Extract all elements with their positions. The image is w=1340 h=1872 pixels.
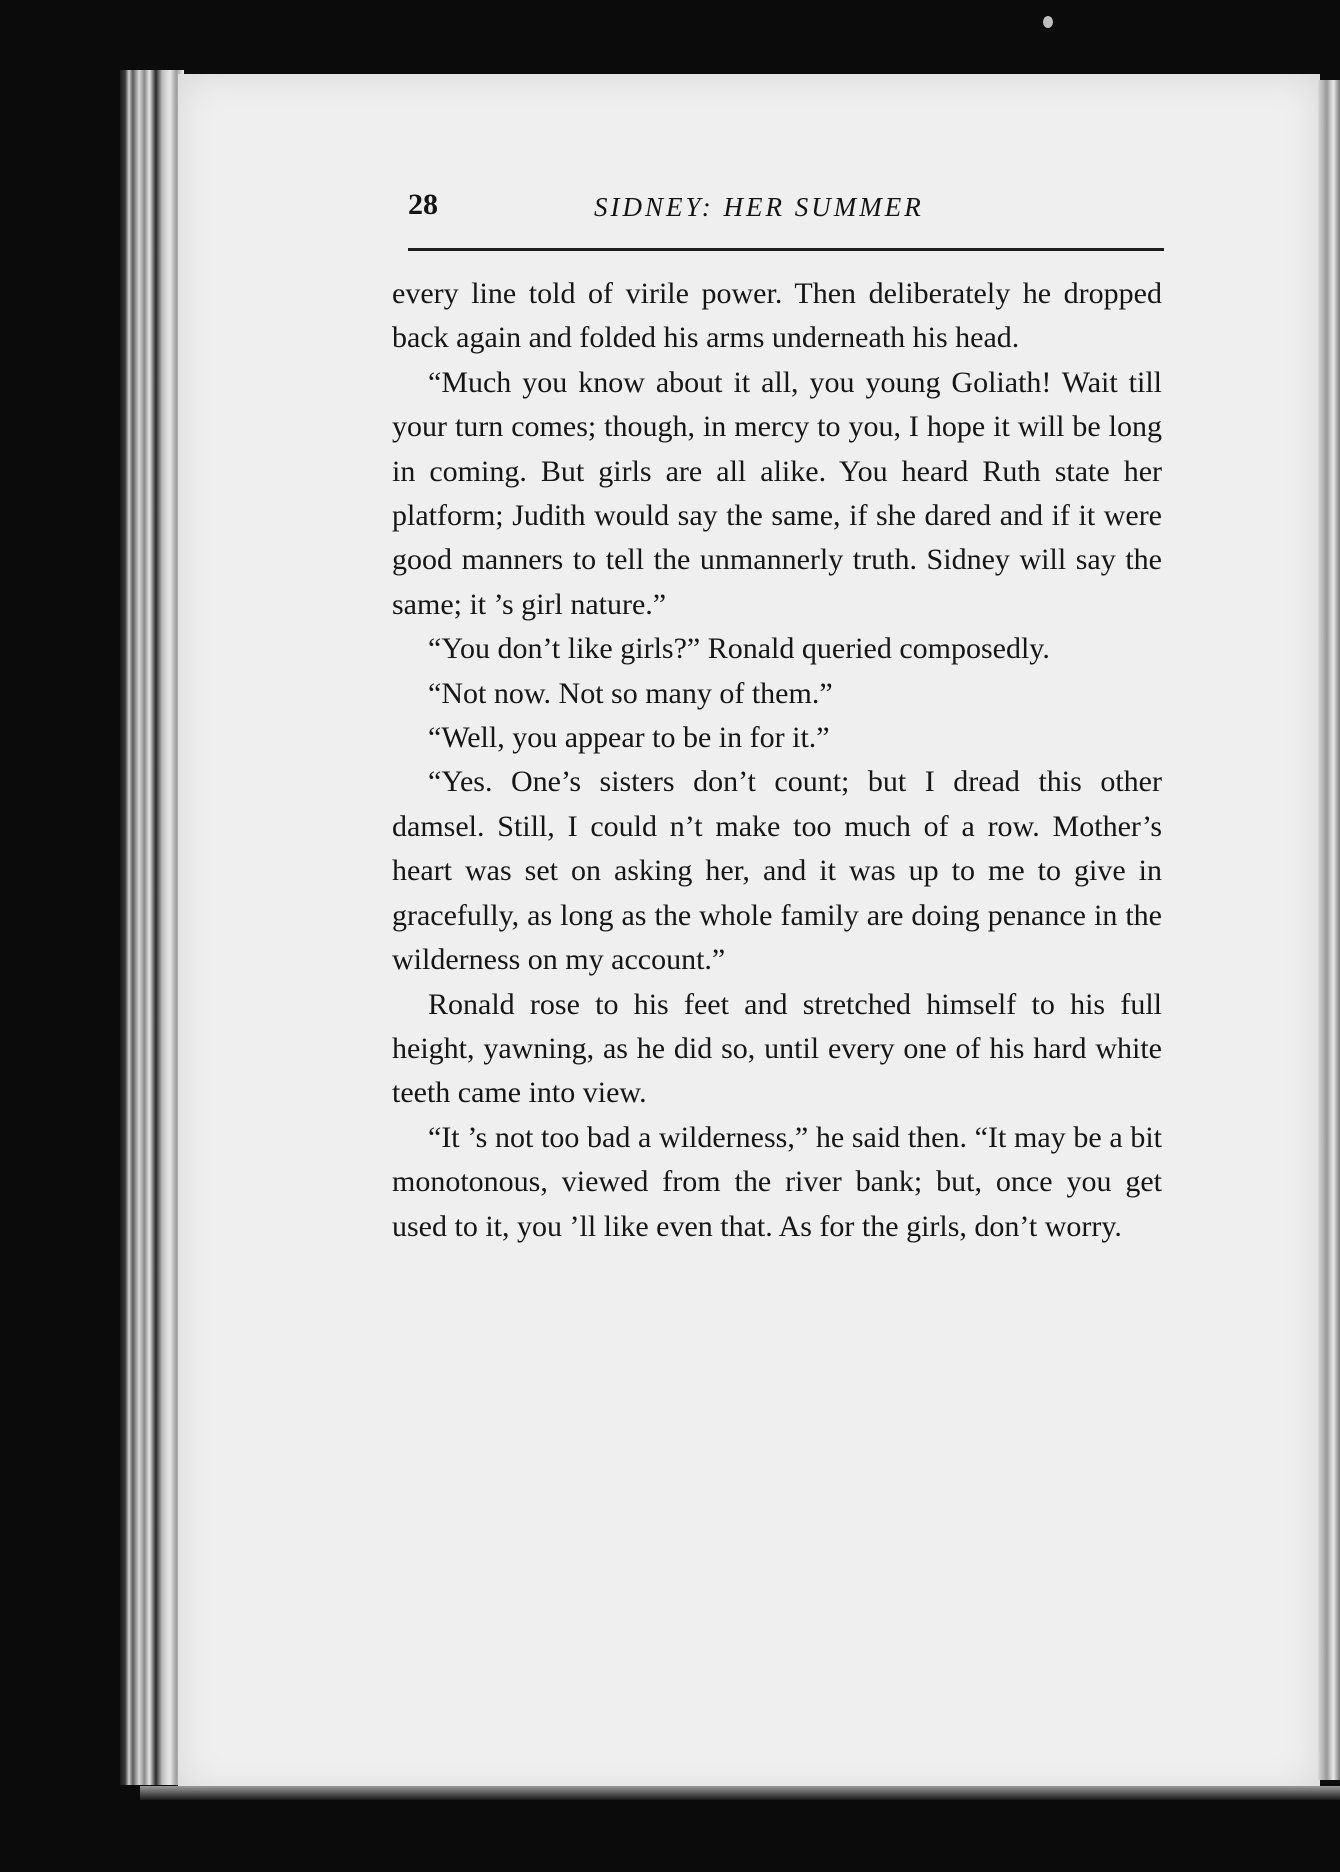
paragraph: “Well, you appear to be in for it.”: [428, 721, 830, 755]
paragraph: “Much you know about it all, you young Goliath! Wait till your turn comes; though, in mercy to you, I hope it will be long in coming. But girls are all alike. You heard Ruth state her platform; Judith would say the same, if she dared and if it were good manners to tell the unmannerly truth. Sidney will say the same; it ’s girl nature.”: [392, 365, 1162, 621]
paragraph: “It ’s not too bad a wilderness,” he said then. “It may be a bit monotonous, viewed from the river bank; but, once you get used to it, you ’ll like even that. As for the girls, don’t worry.: [392, 1120, 1162, 1243]
page-edge-right: [1318, 80, 1340, 1780]
page-bottom-shadow: [140, 1786, 1340, 1800]
header-rule: [408, 248, 1164, 251]
dust-speck: [1043, 16, 1053, 28]
paragraph: “Not now. Not so many of them.”: [428, 676, 833, 710]
paragraph: Ronald rose to his feet and stretched himself to his full height, yawning, as he did so, until every one of his hard white teeth came into view.: [392, 987, 1162, 1110]
paragraph: “Yes. One’s sisters don’t count; but I dread this other damsel. Still, I could n’t make too much of a row. Mother’s heart was set on asking her, and it was up to me to give in gracefully, as long as the whole family are doing penance in the wilderness on my account.”: [392, 765, 1162, 977]
paragraph: “You don’t like girls?” Ronald queried composedly.: [428, 632, 1050, 666]
page-header: [408, 188, 1160, 238]
page-number: 28: [408, 188, 438, 221]
running-head: SIDNEY: HER SUMMER: [594, 192, 924, 222]
paragraph: every line told of virile power. Then deliberately he dropped back again and folded his arms underneath his head.: [392, 277, 1162, 355]
body-text: [392, 272, 1162, 1249]
book-binding-gutter: [120, 70, 184, 1785]
